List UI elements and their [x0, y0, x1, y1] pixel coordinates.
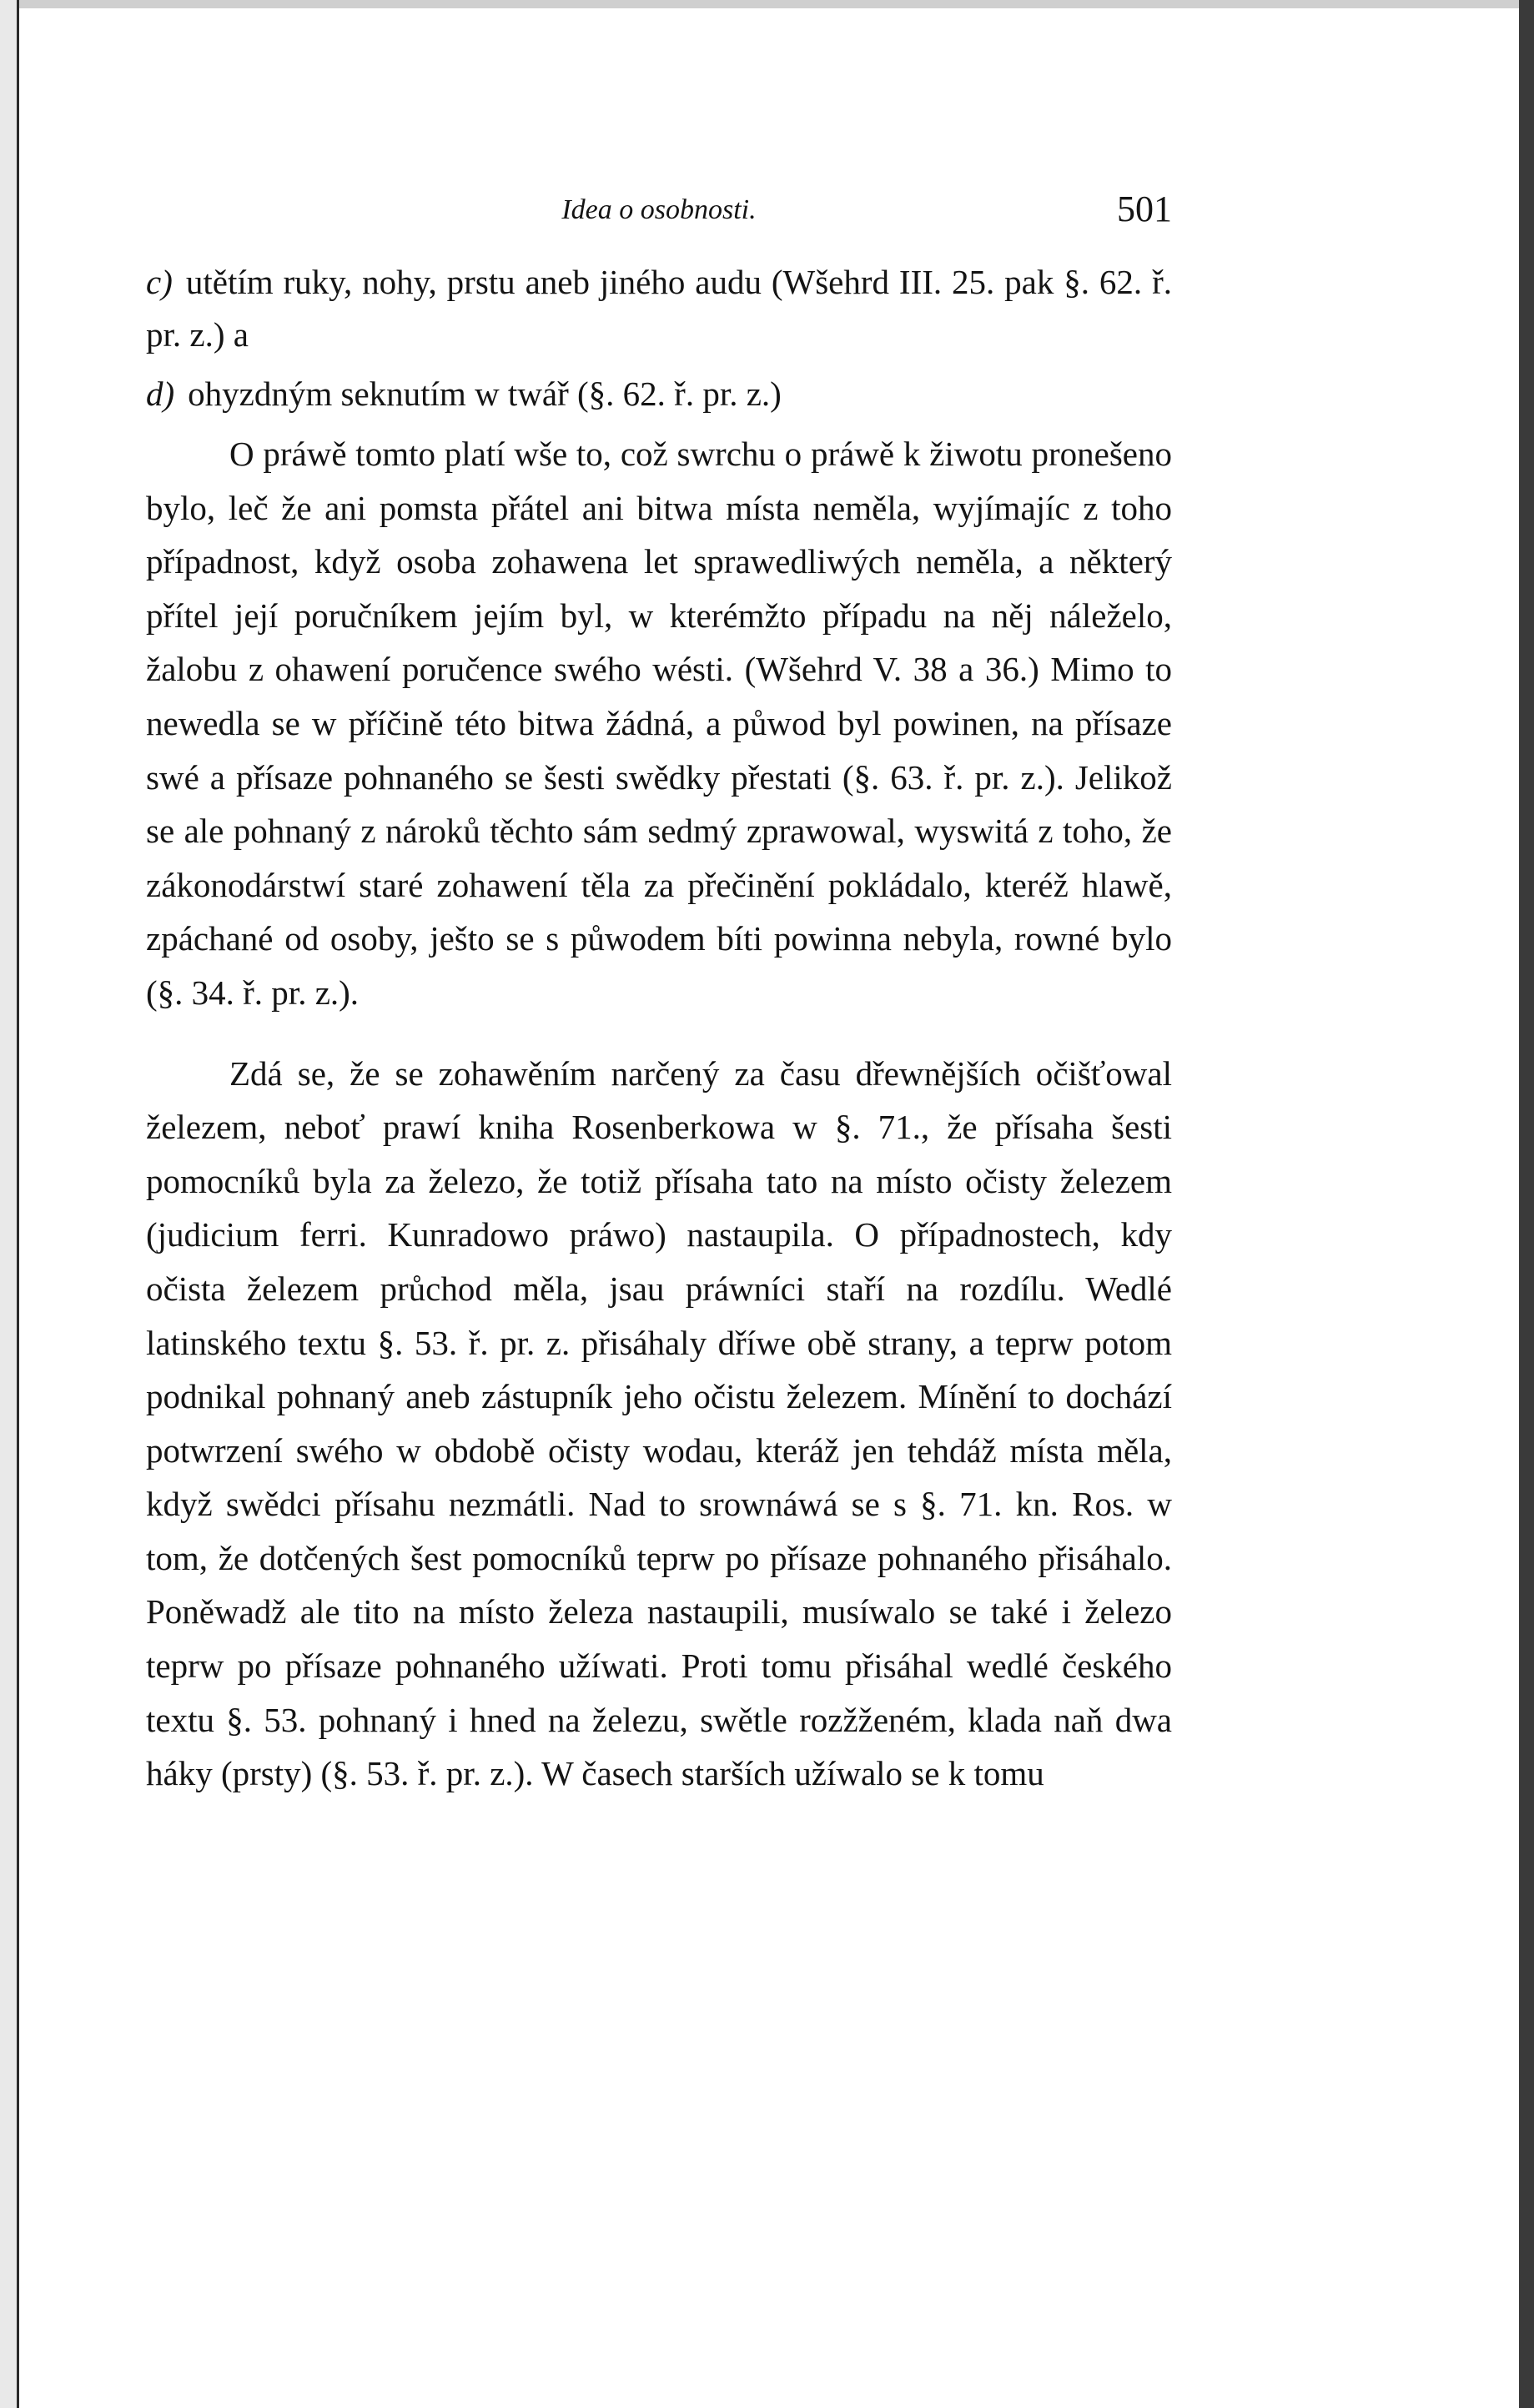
scan-edge-top	[0, 0, 1534, 8]
scan-edge-left	[0, 0, 19, 2408]
paragraph: Zdá se, že se zohawěním narčený za času dřewnějších očišťowal železem, neboť prawí kniha Rosenberkowa w §. 71., že přísaha šesti pomocníků byla za železo, že totiž přísaha tato na místo očisty železem (judicium ferri. Kunradowo práwo) nastaupila. O případnostech, kdy očista železem průchod měla, jsau práwníci staří na rozdílu. Wedlé latinského textu §. 53. ř. pr. z. přisáhaly dříwe obě strany, a teprw potom podnikal pohnaný aneb zástupník jeho očistu železem. Mínění to dochází potwrzení swého w obdobě očisty wodau, kteráž jen tehdáž místa měla, když swědci přísahu nezmátli. Nad to srownáwá se s §. 71. kn. Ros. w tom, že dotčených šest pomocníků teprw po přísaze pohnaného přisáhalo. Poněwadž ale tito na místo železa nastaupili, musíwalo se také i železo teprw po přísaze pohnaného užíwati. Proti tomu přisáhal wedlé českého textu §. 53. pohnaný i hned na železu, swětle rozžženém, klada naň dwa háky (prsty) (§. 53. ř. pr. z.). W časech starších užíwalo se k tomu	[146, 1053, 1172, 1793]
list-item	[146, 368, 1172, 420]
item-label: c)	[146, 263, 173, 301]
page-number: 501	[1117, 189, 1172, 229]
book-page	[146, 188, 1172, 1801]
item-text: utětím ruky, nohy, prstu aneb jiného audu (Wšehrd III. 25. pak §. 62. ř. pr. z.) a	[146, 263, 1172, 354]
item-label: d)	[146, 375, 175, 413]
paragraph: O práwě tomto platí wše to, což swrchu o práwě k žiwotu pronešeno bylo, leč že ani pomsta přátel ani bitwa místa neměla, wyjímajíc z toho případnost, když osoba zohawena let sprawedliwých neměla, a některý přítel její poručníkem jejím byl, w kterémžto případu na něj náleželo, žalobu z ohawení poručence swého wésti. (Wšehrd V. 38 a 36.) Mimo to newedla se w příčině této bitwa žádná, a půwod byl powinen, na přísaze swé a přísaze pohnaného se šesti swědky přestati (§. 63. ř. pr. z.). Jelikož se ale pohnaný z nároků těchto sám sedmý zprawowal, wyswitá z toho, že zákonodárstwí staré zohawení těla za přečinění pokládalo, kteréž hlawě, zpáchané od osoby, ješto se s půwodem bíti powinna nebyla, rowné bylo (§. 34. ř. pr. z.).	[146, 435, 1172, 1012]
item-text: ohyzdným seknutím w twář (§. 62. ř. pr. z.)	[188, 375, 782, 413]
page-header	[146, 188, 1172, 238]
running-head: Idea o osobnosti.	[561, 194, 757, 225]
list-item	[146, 256, 1172, 361]
scan-edge-right	[1519, 0, 1534, 2408]
